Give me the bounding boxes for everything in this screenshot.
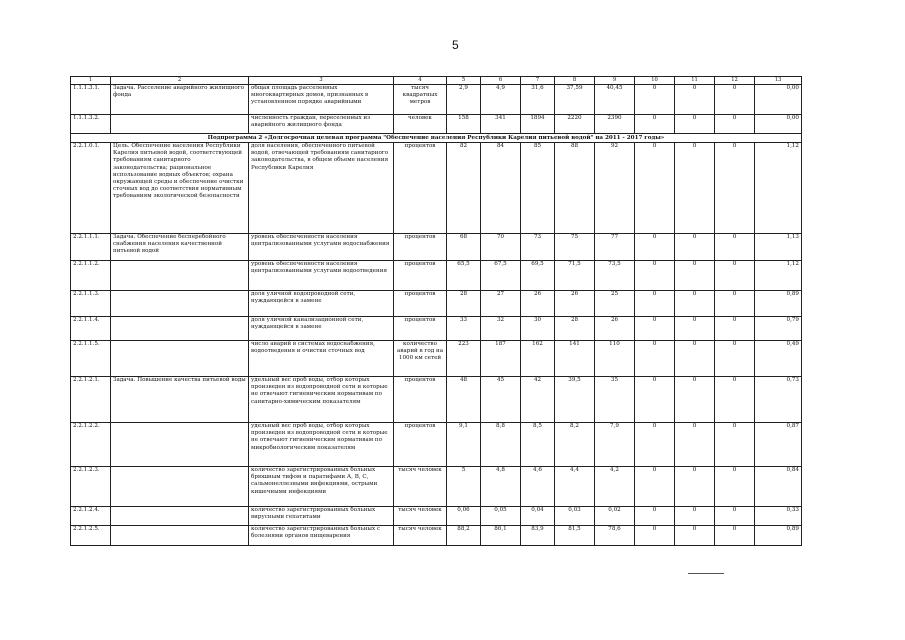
row-value: 85 [521, 143, 555, 234]
row-value: 0 [635, 115, 675, 134]
row-value: 0,84 [755, 467, 802, 507]
table-row [71, 317, 802, 341]
row-value: 2,9 [447, 85, 481, 115]
row-value: 0 [675, 115, 715, 134]
column-number: 11 [675, 77, 715, 85]
row-code: 1.1.1.3.2. [71, 115, 111, 134]
row-value: 1,13 [755, 234, 802, 261]
row-indicator: количество зарегистрированных больных вирусными гепатитами [249, 507, 394, 526]
row-code: 2.2.1.2.4. [71, 507, 111, 526]
row-unit: процентов [394, 377, 447, 423]
row-value: 0,04 [521, 507, 555, 526]
row-value: 341 [481, 115, 521, 134]
column-number: 6 [481, 77, 521, 85]
row-value: 7,9 [595, 423, 635, 467]
row-value: 110 [595, 341, 635, 377]
row-task [111, 467, 249, 507]
row-code: 2.2.1.1.1. [71, 234, 111, 261]
row-value: 0 [675, 85, 715, 115]
table-row [71, 143, 802, 234]
row-value: 0,49 [755, 341, 802, 377]
row-value: 223 [447, 341, 481, 377]
row-value: 141 [555, 341, 595, 377]
column-number: 12 [715, 77, 755, 85]
row-code: 2.2.1.2.5. [71, 526, 111, 546]
column-number: 8 [555, 77, 595, 85]
row-value: 0 [715, 261, 755, 291]
row-value: 45 [481, 377, 521, 423]
row-value: 0 [675, 234, 715, 261]
row-value: 0 [635, 467, 675, 507]
row-value: 1,12 [755, 143, 802, 234]
row-unit: количество аварий в год на 1000 км сетей [394, 341, 447, 377]
row-value: 0,89 [755, 291, 802, 317]
table-row [71, 377, 802, 423]
row-indicator: число аварий в системах водоснабжения, водоотведения и очистки сточных вод [249, 341, 394, 377]
column-number: 5 [447, 77, 481, 85]
row-task [111, 341, 249, 377]
row-value: 1894 [521, 115, 555, 134]
row-value: 0 [675, 143, 715, 234]
row-indicator: удельный вес проб воды, отбор которых произведен из водопроводной сети и которые не отвечают гигиеническим нормативам по санитарно-химическим показателям [249, 377, 394, 423]
row-value: 86,1 [481, 526, 521, 546]
row-value: 187 [481, 341, 521, 377]
row-value: 0,00 [755, 115, 802, 134]
row-code: 2.2.1.2.1. [71, 377, 111, 423]
row-task: Цель. Обеспечение населения Республики Карелия питьевой водой, соответствующей требованиям санитарного законодательства; рациональное использование водных объектов; охрана окружающей среды и обеспечение очистки сточных вод до соответствия нормативным требованиям экологической безопасности [111, 143, 249, 234]
row-value: 83,9 [521, 526, 555, 546]
row-indicator: уровень обеспеченности населения централизованными услугами водоотведения [249, 261, 394, 291]
row-value: 40,45 [595, 85, 635, 115]
table-row [71, 341, 802, 377]
row-value: 0 [715, 526, 755, 546]
row-value: 0 [635, 317, 675, 341]
table-row [71, 234, 802, 261]
row-value: 81,5 [555, 526, 595, 546]
row-value: 8,5 [521, 423, 555, 467]
row-code: 2.2.1.1.4. [71, 317, 111, 341]
row-value: 32 [481, 317, 521, 341]
column-number: 10 [635, 77, 675, 85]
row-value: 4,6 [521, 467, 555, 507]
row-value: 39,5 [555, 377, 595, 423]
row-value: 67,5 [481, 261, 521, 291]
column-number: 1 [71, 77, 111, 85]
row-unit: процентов [394, 261, 447, 291]
row-value: 71,5 [555, 261, 595, 291]
row-value: 77 [595, 234, 635, 261]
row-value: 0 [715, 234, 755, 261]
table-row [71, 85, 802, 115]
row-value: 0 [675, 291, 715, 317]
row-task [111, 261, 249, 291]
row-value: 0 [675, 423, 715, 467]
row-value: 0 [635, 85, 675, 115]
row-value: 4,2 [595, 467, 635, 507]
row-value: 0,06 [447, 507, 481, 526]
row-value: 0 [675, 377, 715, 423]
row-value: 5 [447, 467, 481, 507]
row-indicator: удельный вес проб воды, отбор которых произведен из водопроводной сети и которые не отвечают гигиеническим нормативам по микробиологическим показателям [249, 423, 394, 467]
row-value: 8,8 [481, 423, 521, 467]
row-value: 0,03 [555, 507, 595, 526]
row-value: 30 [521, 317, 555, 341]
row-value: 0 [635, 291, 675, 317]
row-value: 33 [447, 317, 481, 341]
row-value: 0 [715, 467, 755, 507]
row-indicator: уровень обеспеченности населения централизованными услугами водоснабжения [249, 234, 394, 261]
table-row [71, 423, 802, 467]
row-unit: процентов [394, 317, 447, 341]
row-unit: процентов [394, 423, 447, 467]
row-value: 0,05 [481, 507, 521, 526]
row-value: 88,2 [447, 526, 481, 546]
row-value: 73 [521, 234, 555, 261]
row-value: 78,6 [595, 526, 635, 546]
row-value: 0 [715, 317, 755, 341]
row-indicator: численность граждан, переселенных из аварийного жилищного фонда [249, 115, 394, 134]
row-value: 0 [635, 234, 675, 261]
row-indicator: доля уличной канализационной сети, нуждающейся в замене [249, 317, 394, 341]
row-value: 37,59 [555, 85, 595, 115]
row-unit: тысяч человек [394, 507, 447, 526]
row-value: 2390 [595, 115, 635, 134]
row-value: 0 [715, 291, 755, 317]
row-value: 0,00 [755, 85, 802, 115]
row-value: 26 [595, 317, 635, 341]
row-indicator: доля населения, обеспеченного питьевой водой, отвечающей требованиям санитарного законодательства, в общем объеме населения Республики Карелия [249, 143, 394, 234]
row-code: 1.1.1.3.1. [71, 85, 111, 115]
row-value: 0 [715, 377, 755, 423]
row-value: 0 [715, 85, 755, 115]
row-value: 0 [635, 423, 675, 467]
row-indicator: доля уличной водопроводной сети, нуждающейся в замене [249, 291, 394, 317]
column-number: 3 [249, 77, 394, 85]
row-value: 65,5 [447, 261, 481, 291]
column-number: 7 [521, 77, 555, 85]
row-value: 0 [675, 507, 715, 526]
row-value: 35 [595, 377, 635, 423]
row-value: 0 [675, 526, 715, 546]
row-code: 2.2.1.0.1. [71, 143, 111, 234]
row-value: 48 [447, 377, 481, 423]
row-unit: тысяч человек [394, 467, 447, 507]
row-unit: процентов [394, 234, 447, 261]
row-value: 0,73 [755, 377, 802, 423]
row-value: 4,8 [481, 467, 521, 507]
table-body [71, 77, 802, 546]
row-value: 0,33 [755, 507, 802, 526]
row-value: 75 [555, 234, 595, 261]
row-value: 28 [447, 291, 481, 317]
row-value: 0 [675, 261, 715, 291]
row-value: 158 [447, 115, 481, 134]
row-value: 92 [595, 143, 635, 234]
row-value: 8,2 [555, 423, 595, 467]
row-value: 82 [447, 143, 481, 234]
row-task [111, 423, 249, 467]
row-value: 73,5 [595, 261, 635, 291]
column-number: 9 [595, 77, 635, 85]
row-task: Задача. Обеспечение бесперебойного снабжения населения качественной питьевой водой [111, 234, 249, 261]
row-value: 0 [635, 341, 675, 377]
row-value: 0 [635, 143, 675, 234]
row-value: 0 [675, 341, 715, 377]
row-unit: человек [394, 115, 447, 134]
row-value: 0 [675, 317, 715, 341]
row-indicator: количество зарегистрированных больных брюшным тифом и паратифами А, В, С, сальмонеллезными инфекциями, острыми кишечными инфекциями [249, 467, 394, 507]
row-task [111, 526, 249, 546]
table-row [71, 291, 802, 317]
row-value: 70 [481, 234, 521, 261]
row-value: 88 [555, 143, 595, 234]
row-value: 0 [635, 377, 675, 423]
row-indicator: количество зарегистрированных больных с болезнями органов пищеварения [249, 526, 394, 546]
row-value: 0 [715, 115, 755, 134]
table-row [71, 115, 802, 134]
row-value: 68 [447, 234, 481, 261]
row-value: 31,6 [521, 85, 555, 115]
subprogram-title: Подпрограмма 2 «Долгосрочная целевая программа "Обеспечение населения Республики Карелия питьевой водой" на 2011 - 2017 годы» [71, 134, 802, 143]
row-code: 2.2.1.2.3. [71, 467, 111, 507]
row-unit: процентов [394, 291, 447, 317]
row-value: 69,5 [521, 261, 555, 291]
table-row [71, 467, 802, 507]
column-number: 13 [755, 77, 802, 85]
row-value: 84 [481, 143, 521, 234]
row-value: 0 [715, 423, 755, 467]
row-unit: тысяч человек [394, 526, 447, 546]
row-value: 4,4 [555, 467, 595, 507]
row-unit: процентов [394, 143, 447, 234]
subprogram-row [71, 134, 802, 143]
row-value: 1,12 [755, 261, 802, 291]
row-value: 25 [595, 291, 635, 317]
row-value: 2220 [555, 115, 595, 134]
table-row [71, 507, 802, 526]
footer-dash [688, 573, 724, 574]
row-code: 2.2.1.1.5. [71, 341, 111, 377]
column-number: 4 [394, 77, 447, 85]
row-value: 26 [555, 291, 595, 317]
row-task [111, 115, 249, 134]
row-code: 2.2.1.1.2. [71, 261, 111, 291]
row-value: 0 [715, 507, 755, 526]
table-row [71, 261, 802, 291]
row-value: 0 [635, 507, 675, 526]
row-task [111, 507, 249, 526]
row-value: 42 [521, 377, 555, 423]
row-value: 0 [715, 143, 755, 234]
column-number: 2 [111, 77, 249, 85]
indicators-table [70, 76, 802, 546]
row-task: Задача. Повышение качества питьевой воды [111, 377, 249, 423]
page-number: 5 [452, 38, 459, 52]
row-value: 0 [675, 467, 715, 507]
row-unit: тысяч квадратных метров [394, 85, 447, 115]
table-row [71, 526, 802, 546]
row-value: 0,87 [755, 423, 802, 467]
row-value: 26 [521, 291, 555, 317]
row-task [111, 317, 249, 341]
row-value: 0 [635, 261, 675, 291]
row-value: 9,1 [447, 423, 481, 467]
row-code: 2.2.1.2.2. [71, 423, 111, 467]
row-value: 0 [635, 526, 675, 546]
row-value: 0,79 [755, 317, 802, 341]
column-number-row [71, 77, 802, 85]
row-value: 0 [715, 341, 755, 377]
row-value: 0,89 [755, 526, 802, 546]
row-code: 2.2.1.1.3. [71, 291, 111, 317]
row-task: Задача. Расселение аварийного жилищного фонда [111, 85, 249, 115]
row-value: 28 [555, 317, 595, 341]
row-indicator: общая площадь расселенных многоквартирных домов, признанных в установленном порядке аварийными [249, 85, 394, 115]
row-value: 162 [521, 341, 555, 377]
row-value: 27 [481, 291, 521, 317]
row-value: 4,9 [481, 85, 521, 115]
row-value: 0,02 [595, 507, 635, 526]
row-task [111, 291, 249, 317]
